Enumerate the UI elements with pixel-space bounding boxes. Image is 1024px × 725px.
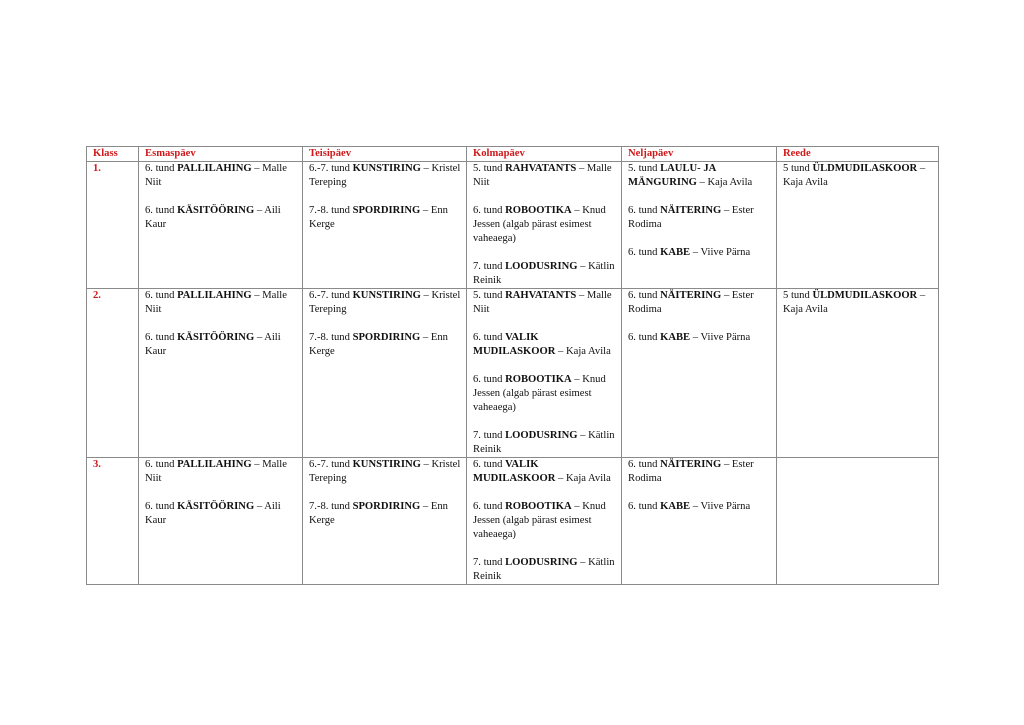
activity-name: LOODUSRING	[505, 557, 578, 568]
activity-name: KABE	[660, 332, 691, 343]
teacher-name: – Aili Kaur	[145, 501, 281, 526]
activity-name: LAULU- JA MÄNGURING	[628, 163, 716, 188]
activity-entry	[473, 373, 617, 415]
schedule-cell-esmaspaev	[139, 458, 303, 585]
activity-entry	[473, 162, 617, 190]
activity-entry	[783, 289, 934, 317]
lesson-time: 6. tund	[628, 205, 661, 216]
activity-name: SPORDIRING	[352, 205, 421, 216]
activity-entry	[628, 500, 772, 514]
teacher-name: – Aili Kaur	[145, 332, 281, 357]
lesson-time: 6. tund	[473, 501, 506, 512]
lesson-time: 6. tund	[628, 290, 661, 301]
activity-name: KABE	[660, 247, 691, 258]
activity-name: KÄSITÖÖRING	[177, 501, 255, 512]
activity-entry	[145, 204, 298, 232]
activity-entry	[145, 500, 298, 528]
schedule-cell-teisipaev	[303, 162, 467, 289]
activity-name: KUNSTIRING	[352, 163, 421, 174]
class-number: 1.	[87, 162, 139, 289]
teacher-name: – Kätlin Reinik	[473, 261, 615, 286]
teacher-name: – Malle Niit	[145, 163, 287, 188]
class-number: 3.	[87, 458, 139, 585]
teacher-name: – Viive Pärna	[690, 332, 751, 343]
activity-name: LOODUSRING	[505, 430, 578, 441]
activity-name: ROBOOTIKA	[505, 205, 572, 216]
schedule-cell-esmaspaev	[139, 162, 303, 289]
schedule-cell-kolmapaev	[467, 289, 622, 458]
activity-name: ÜLDMUDILASKOOR	[812, 290, 918, 301]
teacher-name: – Kaja Avila	[555, 473, 611, 484]
activity-entry	[628, 162, 772, 190]
lesson-time: 6. tund	[473, 374, 506, 385]
activity-entry	[145, 331, 298, 359]
activity-entry	[473, 429, 617, 457]
table-row	[87, 162, 939, 289]
activity-name: NÄITERING	[660, 290, 722, 301]
lesson-time: 6. tund	[473, 459, 506, 470]
activity-entry	[628, 204, 772, 232]
lesson-time: 6. tund	[145, 459, 178, 470]
activity-entry	[309, 204, 462, 232]
activity-entry	[145, 162, 298, 190]
activity-name: ROBOOTIKA	[505, 374, 572, 385]
activity-entry	[309, 500, 462, 528]
activity-name: KUNSTIRING	[352, 459, 421, 470]
teacher-name: – Knud Jessen (algab pärast esimest vaheaega)	[473, 501, 606, 540]
teacher-name: – Kristel Tereping	[309, 290, 461, 315]
schedule-cell-esmaspaev	[139, 289, 303, 458]
teacher-name: – Knud Jessen (algab pärast esimest vaheaega)	[473, 374, 606, 413]
activity-entry	[628, 331, 772, 345]
teacher-name: – Ester Rodima	[628, 290, 754, 315]
activity-name: ÜLDMUDILASKOOR	[812, 163, 918, 174]
activity-entry	[628, 289, 772, 317]
activity-name: KÄSITÖÖRING	[177, 205, 255, 216]
activity-entry	[309, 331, 462, 359]
activity-name: KUNSTIRING	[352, 290, 421, 301]
activity-entry	[473, 458, 617, 486]
lesson-time: 6. tund	[145, 163, 178, 174]
activity-name: ROBOOTIKA	[505, 501, 572, 512]
lesson-time: 6. tund	[628, 501, 661, 512]
lesson-time: 6.-7. tund	[309, 459, 353, 470]
activity-entry	[783, 162, 934, 190]
teacher-name: – Kaja Avila	[783, 290, 926, 315]
lesson-time: 7.-8. tund	[309, 332, 353, 343]
lesson-time: 7. tund	[473, 261, 506, 272]
activity-entry	[309, 458, 462, 486]
activity-name: SPORDIRING	[352, 332, 421, 343]
teacher-name: – Enn Kerge	[309, 205, 448, 230]
lesson-time: 6. tund	[145, 290, 178, 301]
schedule-cell-reede	[777, 289, 939, 458]
lesson-time: 5 tund	[783, 163, 813, 174]
activity-entry	[145, 458, 298, 486]
lesson-time: 6.-7. tund	[309, 163, 353, 174]
activity-name: KABE	[660, 501, 691, 512]
activity-entry	[145, 289, 298, 317]
activity-entry	[473, 289, 617, 317]
lesson-time: 7.-8. tund	[309, 501, 353, 512]
table-row	[87, 458, 939, 585]
header-row	[87, 147, 939, 162]
header-neljapaev: Neljapäev	[622, 147, 777, 162]
activity-name: RAHVATANTS	[505, 163, 577, 174]
teacher-name: – Viive Pärna	[690, 501, 751, 512]
class-number: 2.	[87, 289, 139, 458]
activity-entry	[628, 458, 772, 486]
activity-name: VALIK MUDILASKOOR	[473, 459, 556, 484]
lesson-time: 6. tund	[628, 247, 661, 258]
teacher-name: – Kaja Avila	[555, 346, 611, 357]
lesson-time: 5. tund	[473, 290, 506, 301]
lesson-time: 6. tund	[473, 205, 506, 216]
teacher-name: – Malle Niit	[145, 290, 287, 315]
schedule-cell-teisipaev	[303, 289, 467, 458]
schedule-cell-neljapaev	[622, 458, 777, 585]
teacher-name: – Kaja Avila	[783, 163, 926, 188]
teacher-name: – Kaja Avila	[696, 177, 753, 188]
schedule-cell-reede	[777, 162, 939, 289]
lesson-time: 5. tund	[473, 163, 506, 174]
teacher-name: – Aili Kaur	[145, 205, 281, 230]
activity-entry	[309, 162, 462, 190]
teacher-name: – Knud Jessen (algab pärast esimest vaheaega)	[473, 205, 606, 244]
table-row	[87, 289, 939, 458]
lesson-time: 6. tund	[473, 332, 506, 343]
teacher-name: – Enn Kerge	[309, 501, 448, 526]
activity-name: NÄITERING	[660, 205, 722, 216]
activity-name: PALLILAHING	[177, 459, 252, 470]
teacher-name: – Kätlin Reinik	[473, 557, 615, 582]
schedule-cell-kolmapaev	[467, 458, 622, 585]
teacher-name: – Malle Niit	[473, 290, 612, 315]
activity-entry	[473, 204, 617, 246]
lesson-time: 7. tund	[473, 557, 506, 568]
lesson-time: 6. tund	[145, 332, 178, 343]
lesson-time: 5. tund	[628, 163, 661, 174]
activity-name: LOODUSRING	[505, 261, 578, 272]
activity-name: SPORDIRING	[352, 501, 421, 512]
teacher-name: – Enn Kerge	[309, 332, 448, 357]
schedule-body	[87, 162, 939, 585]
header-kolmapaev: Kolmapäev	[467, 147, 622, 162]
schedule-cell-reede	[777, 458, 939, 585]
teacher-name: – Ester Rodima	[628, 205, 754, 230]
header-esmaspaev: Esmaspäev	[139, 147, 303, 162]
activity-entry	[473, 500, 617, 542]
header-reede: Reede	[777, 147, 939, 162]
schedule-cell-kolmapaev	[467, 162, 622, 289]
header-klass: Klass	[87, 147, 139, 162]
lesson-time: 6. tund	[628, 332, 661, 343]
header-teisipaev: Teisipäev	[303, 147, 467, 162]
activity-entry	[473, 260, 617, 288]
teacher-name: – Kristel Tereping	[309, 459, 461, 484]
activity-name: KÄSITÖÖRING	[177, 332, 255, 343]
lesson-time: 6. tund	[145, 205, 178, 216]
lesson-time: 6.-7. tund	[309, 290, 353, 301]
schedule-cell-neljapaev	[622, 289, 777, 458]
activity-name: PALLILAHING	[177, 163, 252, 174]
teacher-name: – Kristel Tereping	[309, 163, 461, 188]
schedule-table	[86, 146, 939, 585]
lesson-time: 6. tund	[145, 501, 178, 512]
activity-entry	[309, 289, 462, 317]
activity-entry	[473, 556, 617, 584]
lesson-time: 5 tund	[783, 290, 813, 301]
activity-entry	[473, 331, 617, 359]
teacher-name: – Malle Niit	[473, 163, 612, 188]
activity-name: RAHVATANTS	[505, 290, 577, 301]
activity-name: NÄITERING	[660, 459, 722, 470]
lesson-time: 7. tund	[473, 430, 506, 441]
activity-name: VALIK MUDILASKOOR	[473, 332, 556, 357]
lesson-time: 7.-8. tund	[309, 205, 353, 216]
schedule-cell-teisipaev	[303, 458, 467, 585]
teacher-name: – Viive Pärna	[690, 247, 751, 258]
activity-name: PALLILAHING	[177, 290, 252, 301]
lesson-time: 6. tund	[628, 459, 661, 470]
activity-entry	[628, 246, 772, 260]
teacher-name: – Kätlin Reinik	[473, 430, 615, 455]
schedule-cell-neljapaev	[622, 162, 777, 289]
teacher-name: – Ester Rodima	[628, 459, 754, 484]
teacher-name: – Malle Niit	[145, 459, 287, 484]
